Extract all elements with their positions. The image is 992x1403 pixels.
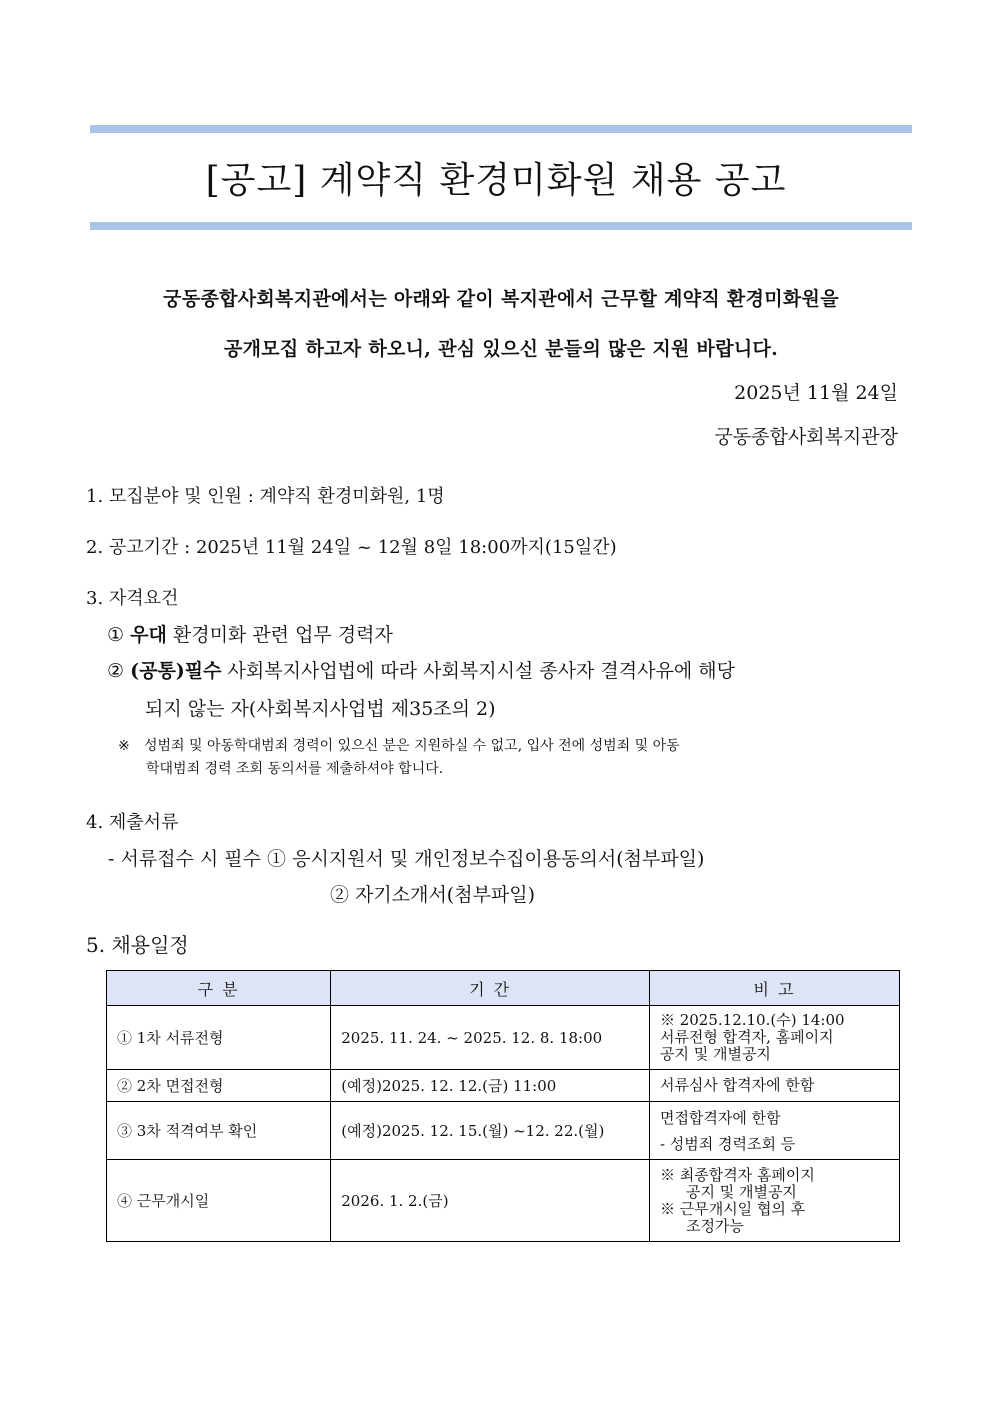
period-cell: (예정)2025. 12. 15.(월) ~12. 22.(월) xyxy=(331,1102,650,1160)
remark-line: 공지 및 개별공지 xyxy=(685,1182,797,1201)
section-schedule: 5. 채용일정 xyxy=(86,933,189,957)
period-cell: 2025. 11. 24. ~ 2025. 12. 8. 18:00 xyxy=(331,1006,650,1070)
document-item-2: ② 자기소개서(첨부파일) xyxy=(330,884,536,906)
section-documents: 4. 제출서류 xyxy=(86,812,179,833)
table-row xyxy=(107,1160,900,1242)
table-row xyxy=(107,1070,900,1102)
header-period: 기 간 xyxy=(331,971,650,1006)
remark-cell xyxy=(649,1102,899,1160)
header-remark: 비 고 xyxy=(649,971,899,1006)
title-top-bar xyxy=(90,125,912,133)
qualification-required-cont: 되지 않는 자(사회복지사업법 제35조의 2) xyxy=(145,698,496,720)
qualification-tag: (공통)필수 xyxy=(130,660,222,682)
remark-line: - 성범죄 경력조회 등 xyxy=(659,1134,796,1153)
table-header-row xyxy=(107,971,900,1006)
section-qualification: 3. 자격요건 xyxy=(86,588,179,609)
page-title: [공고] 계약직 환경미화원 채용 공고 xyxy=(205,160,787,201)
document-item-1: - 서류접수 시 필수 ① 응시지원서 및 개인정보수집이용동의서(첨부파일) xyxy=(108,848,705,870)
header-step: 구 분 xyxy=(107,971,331,1006)
announcement-date: 2025년 11월 24일 xyxy=(734,382,898,404)
note-mark: ※ xyxy=(118,738,130,754)
step-cell: ③ 3차 적격여부 확인 xyxy=(107,1102,331,1160)
schedule-table xyxy=(106,970,900,1242)
remark-line: ※ 2025.12.10.(수) 14:00 xyxy=(659,1011,845,1029)
remark-line: 공지 및 개별공지 xyxy=(659,1045,771,1063)
period-cell: (예정)2025. 12. 12.(금) 11:00 xyxy=(331,1070,650,1102)
qualification-text: 환경미화 관련 업무 경력자 xyxy=(172,624,393,646)
remark-line: ※ 최종합격자 홈페이지 xyxy=(659,1165,815,1184)
intro-line-1: 궁동종합사회복지관에서는 아래와 같이 복지관에서 근무할 계약직 환경미화원을 xyxy=(163,288,839,310)
title-bottom-bar xyxy=(90,222,912,230)
remark-line: 면접합격자에 한함 xyxy=(659,1108,781,1127)
step-cell: ④ 근무개시일 xyxy=(107,1160,331,1242)
section-period: 2. 공고기간 : 2025년 11월 24일 ~ 12월 8일 18:00까지(15일간) xyxy=(86,537,617,558)
remark-cell xyxy=(649,1160,899,1242)
qualification-note xyxy=(118,735,908,781)
remark-line: ※ 근무개시일 협의 후 xyxy=(659,1199,806,1218)
qualification-text: 사회복지사업법에 따라 사회복지시설 종사자 결격사유에 해당 xyxy=(227,660,735,682)
table-row xyxy=(107,1102,900,1160)
step-cell: ② 2차 면접전형 xyxy=(107,1070,331,1102)
intro-line-2: 공개모집 하고자 하오니, 관심 있으신 분들의 많은 지원 바랍니다. xyxy=(223,338,779,360)
note-line-1: 성범죄 및 아동학대범죄 경력이 있으신 분은 지원하실 수 없고, 입사 전에 성범죄 및 아동 xyxy=(144,738,680,754)
step-cell: ① 1차 서류전형 xyxy=(107,1006,331,1070)
qualification-preferred xyxy=(107,620,393,647)
qualification-required xyxy=(107,656,735,683)
period-cell: 2026. 1. 2.(금) xyxy=(331,1160,650,1242)
remark-line: 조정가능 xyxy=(685,1216,744,1235)
remark-line: 서류전형 합격자, 홈페이지 xyxy=(659,1028,834,1046)
remark-cell xyxy=(649,1070,899,1102)
qualification-number: ② xyxy=(107,660,125,682)
qualification-number: ① xyxy=(107,624,125,646)
signature: 궁동종합사회복지관장 xyxy=(714,426,898,448)
section-recruitment: 1. 모집분야 및 인원 : 계약직 환경미화원, 1명 xyxy=(86,486,445,507)
note-line-2: 학대범죄 경력 조회 동의서를 제출하셔야 합니다. xyxy=(146,761,444,777)
table-row xyxy=(107,1006,900,1070)
remark-line: 서류심사 합격자에 한함 xyxy=(659,1076,815,1094)
qualification-tag: 우대 xyxy=(130,624,167,646)
remark-cell xyxy=(649,1006,899,1070)
